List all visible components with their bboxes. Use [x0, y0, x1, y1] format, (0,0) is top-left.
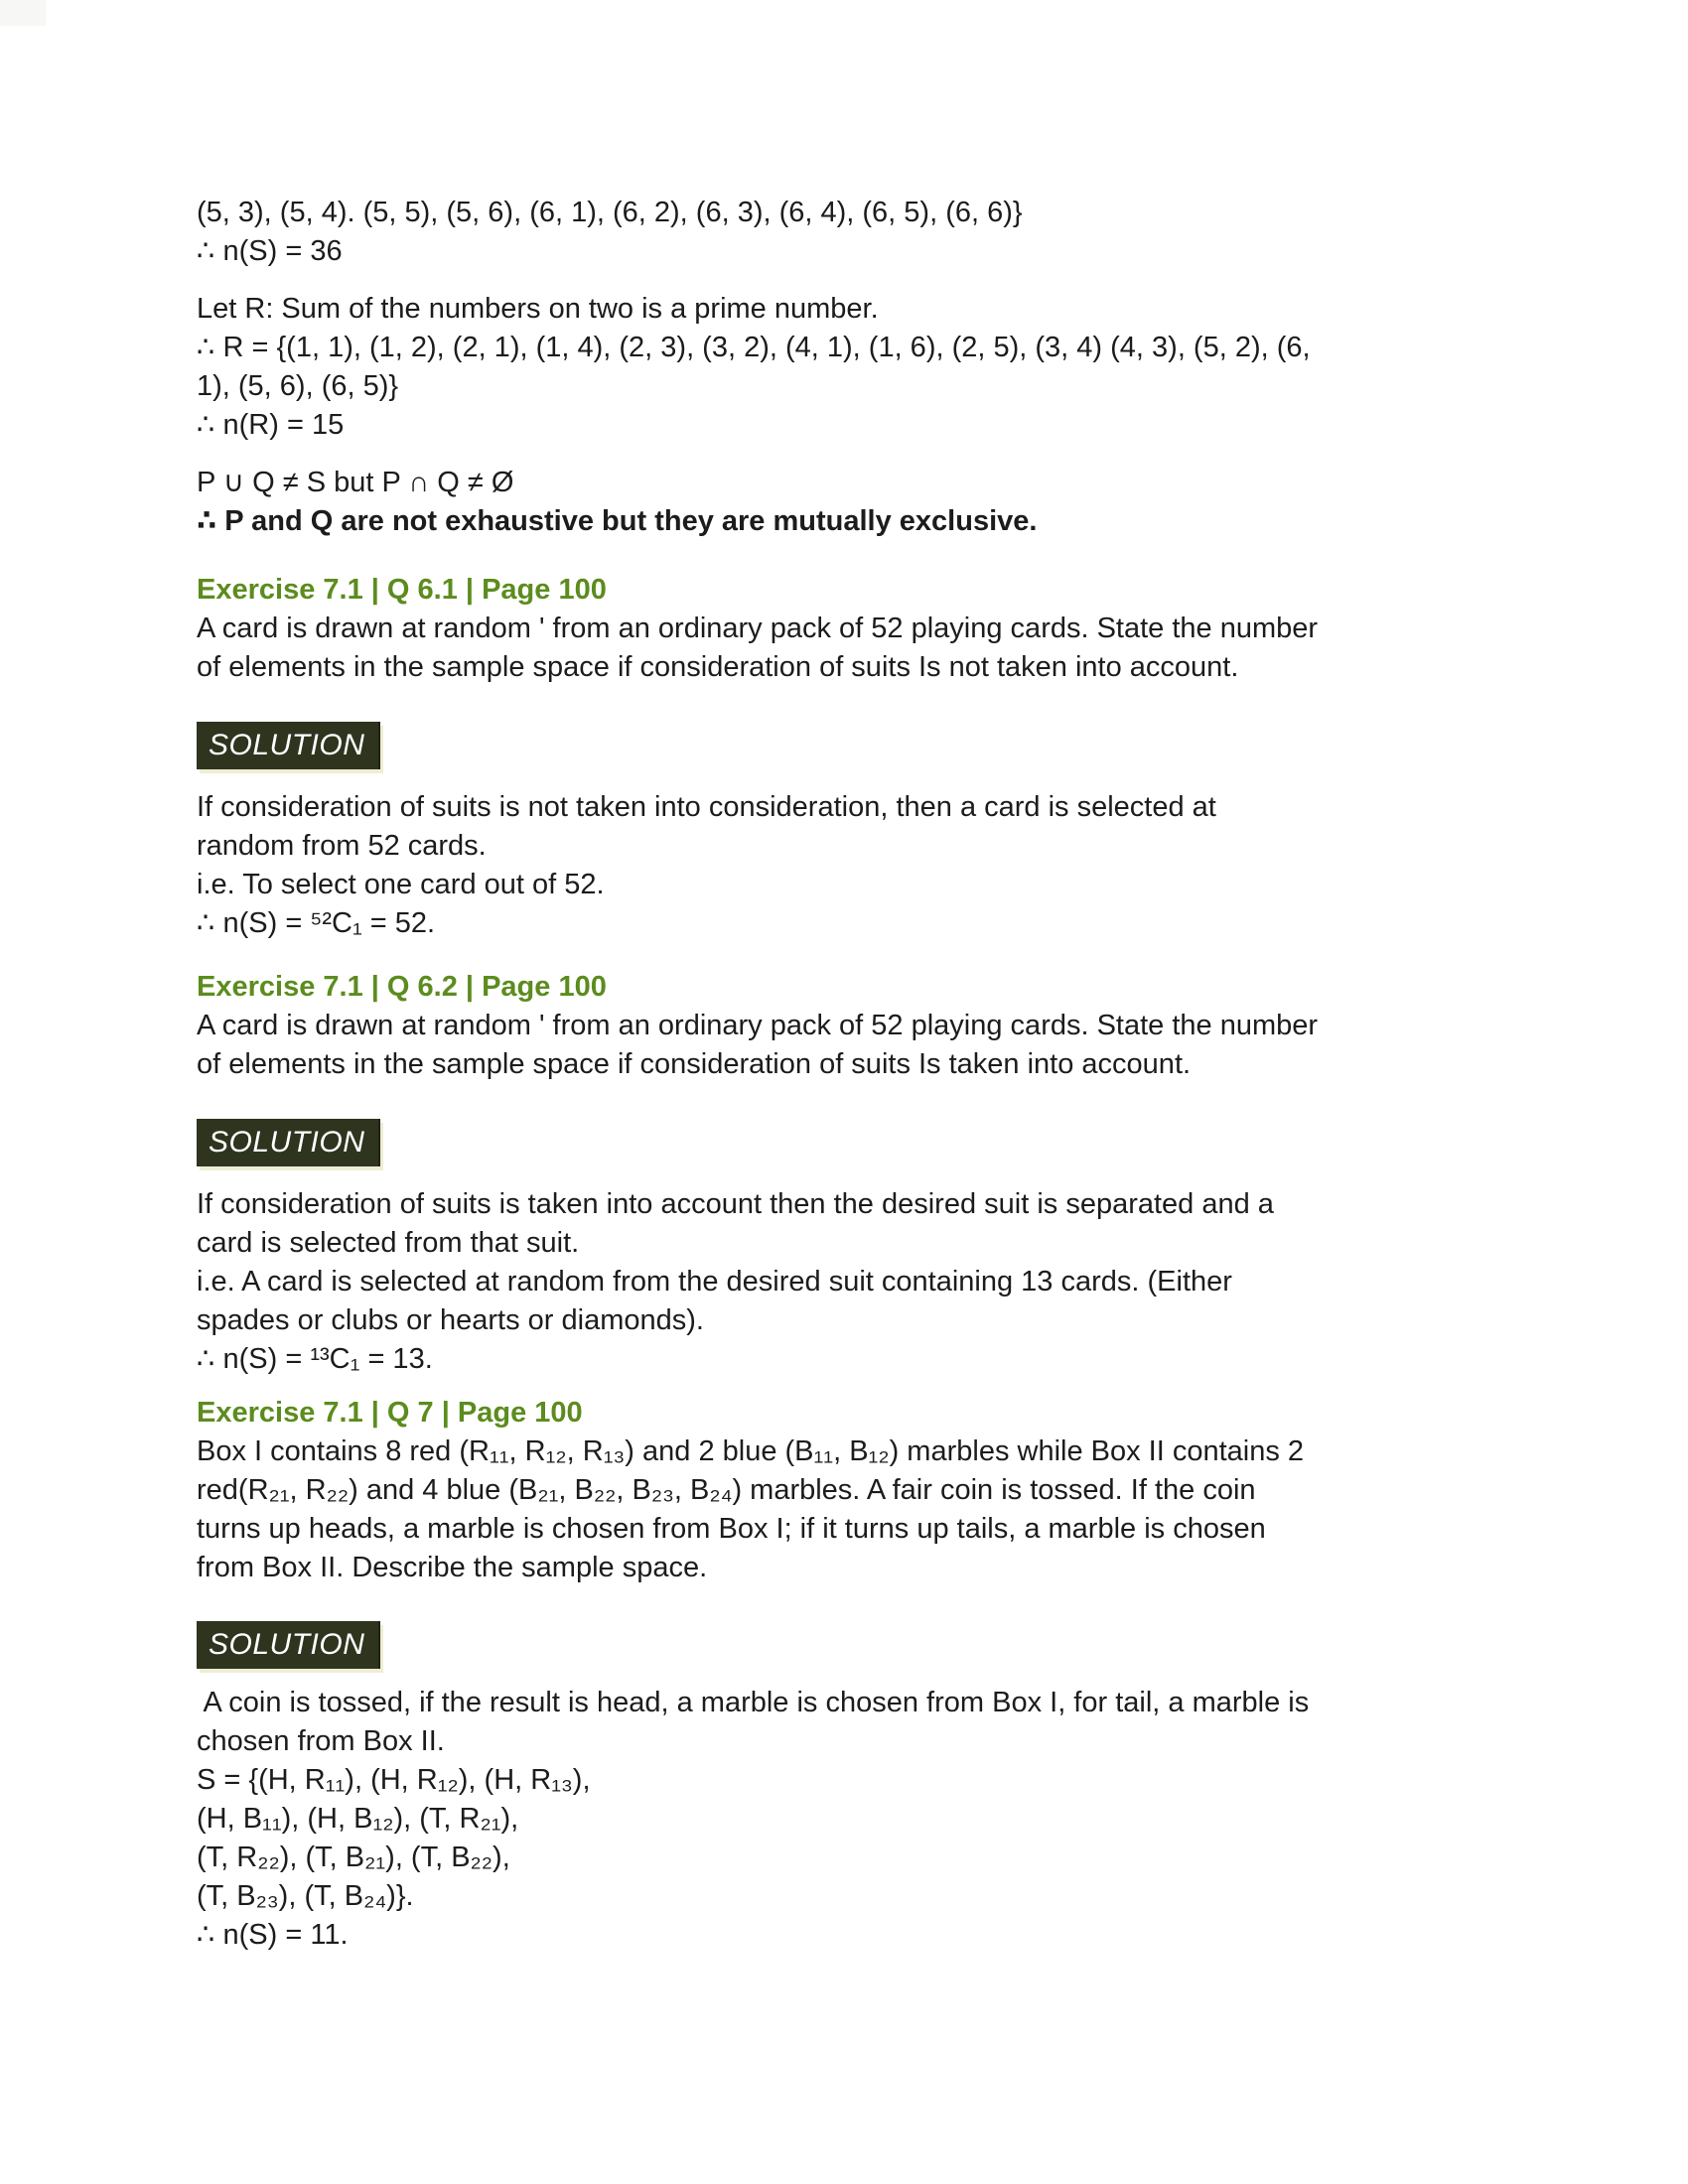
solution-q61-text	[197, 788, 1507, 943]
solution-line: chosen from Box II.	[197, 1725, 445, 1757]
question-line: Box I contains 8 red (R₁₁, R₁₂, R₁₃) and 2 blue (B₁₁, B₁₂) marbles while Box II contains 2	[197, 1435, 1305, 1467]
document-content	[197, 194, 1507, 1955]
solution-line: If consideration of suits is taken into account then the desired suit is separated and a	[197, 1188, 1274, 1220]
intro-paragraph-conclusion	[197, 464, 1507, 541]
exercise-q7-heading: Exercise 7.1 | Q 7 | Page 100	[197, 1397, 583, 1429]
exercise-q61-block	[197, 571, 1507, 687]
solution-badge: SOLUTION	[197, 722, 380, 769]
intro-paragraph-sample-space	[197, 194, 1507, 271]
solution-line: (H, B₁₁), (H, B₁₂), (T, R₂₁),	[197, 1803, 519, 1835]
question-line: from Box II. Describe the sample space.	[197, 1552, 708, 1583]
solution-badge: SOLUTION	[197, 1119, 380, 1166]
solution-line: i.e. A card is selected at random from the desired suit containing 13 cards. (Either	[197, 1266, 1232, 1297]
solution-q7-text	[197, 1684, 1507, 1955]
intro-paragraph-event-r	[197, 290, 1507, 445]
text-line: P ∪ Q ≠ S but P ∩ Q ≠ Ø	[197, 467, 514, 498]
solution-line: spades or clubs or hearts or diamonds).	[197, 1304, 704, 1336]
text-line: ∴ n(S) = 36	[197, 235, 343, 267]
question-line: of elements in the sample space if consideration of suits Is not taken into account.	[197, 651, 1239, 683]
exercise-q62-block	[197, 968, 1507, 1084]
solution-line: (T, R₂₂), (T, B₂₁), (T, B₂₂),	[197, 1842, 510, 1873]
solution-line: ∴ n(S) = ⁵²C₁ = 52.	[197, 907, 436, 939]
solution-line: If consideration of suits is not taken into consideration, then a card is selected at	[197, 791, 1216, 823]
solution-line: card is selected from that suit.	[197, 1227, 580, 1259]
solution-badge-row	[197, 1119, 1507, 1166]
text-line: (5, 3), (5, 4). (5, 5), (5, 6), (6, 1), (6, 2), (6, 3), (6, 4), (6, 5), (6, 6)}	[197, 197, 1023, 228]
question-line: turns up heads, a marble is chosen from Box I; if it turns up tails, a marble is chosen	[197, 1513, 1266, 1545]
text-line: 1), (5, 6), (6, 5)}	[197, 370, 399, 402]
solution-line: ∴ n(S) = 11.	[197, 1919, 349, 1951]
text-line: ∴ R = {(1, 1), (1, 2), (2, 1), (1, 4), (2, 3), (3, 2), (4, 1), (1, 6), (2, 5), (3, 4) (4, 3), (5, 2), (6,	[197, 332, 1311, 363]
solution-badge-row	[197, 1621, 1507, 1669]
page-corner-artifact	[0, 0, 46, 26]
exercise-q62-heading: Exercise 7.1 | Q 6.2 | Page 100	[197, 971, 607, 1003]
solution-line: i.e. To select one card out of 52.	[197, 869, 605, 900]
solution-line: ∴ n(S) = ¹³C₁ = 13.	[197, 1343, 433, 1375]
solution-q62-text	[197, 1185, 1507, 1379]
solution-line: A coin is tossed, if the result is head, a marble is chosen from Box I, for tail, a marble is	[197, 1687, 1310, 1718]
exercise-q7-block	[197, 1394, 1507, 1587]
text-line: ∴ n(R) = 15	[197, 409, 345, 441]
question-line: of elements in the sample space if consideration of suits Is taken into account.	[197, 1048, 1192, 1080]
solution-badge-row	[197, 722, 1507, 769]
conclusion-bold-line: ∴ P and Q are not exhaustive but they are mutually exclusive.	[197, 505, 1038, 537]
question-line: A card is drawn at random ' from an ordinary pack of 52 playing cards. State the number	[197, 613, 1319, 644]
solution-line: random from 52 cards.	[197, 830, 487, 862]
text-line: Let R: Sum of the numbers on two is a prime number.	[197, 293, 879, 325]
question-line: A card is drawn at random ' from an ordinary pack of 52 playing cards. State the number	[197, 1010, 1319, 1041]
solution-line: S = {(H, R₁₁), (H, R₁₂), (H, R₁₃),	[197, 1764, 591, 1796]
question-line: red(R₂₁, R₂₂) and 4 blue (B₂₁, B₂₂, B₂₃, B₂₄) marbles. A fair coin is tossed. If the coin	[197, 1474, 1256, 1506]
exercise-q61-heading: Exercise 7.1 | Q 6.1 | Page 100	[197, 574, 607, 606]
solution-badge: SOLUTION	[197, 1621, 380, 1669]
solution-line: (T, B₂₃), (T, B₂₄)}.	[197, 1880, 414, 1912]
